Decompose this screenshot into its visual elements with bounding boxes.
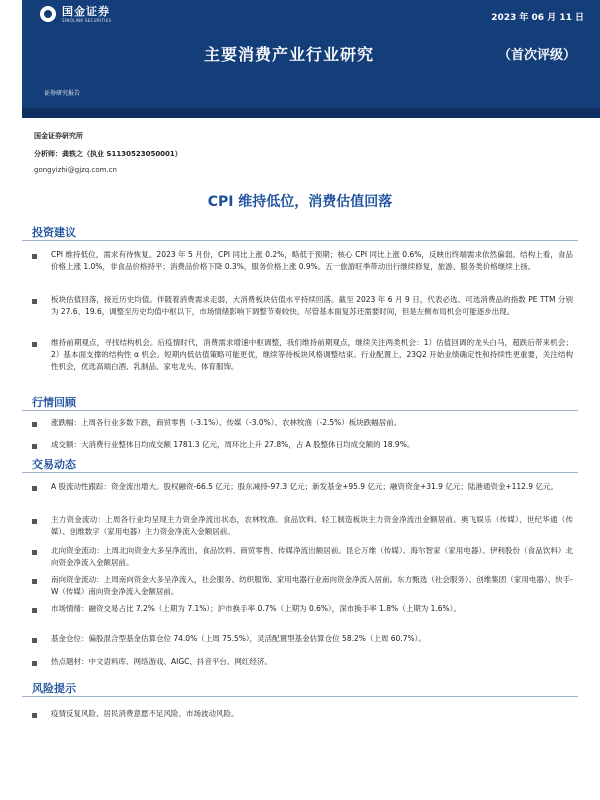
section-title-invest: 投资建议 xyxy=(32,226,76,239)
report-date: 2023 年 06 月 11 日 xyxy=(491,13,584,23)
section-divider xyxy=(22,410,578,411)
bullet-icon xyxy=(32,638,37,643)
paragraph-invest-3: 维持前期观点，寻找结构机会。后疫情时代，消费需求增速中枢调整，我们维持前期观点，继续关注两类机会：1）估值回调的龙头白马，超跌后带来机会；2）基本面支撑的结构性 α 机会。短期内低估值策略可能更优，继续等待板块风格调整结束。行业配置上，23Q2 开始业绩确定性和持续性更重要，关注结构性机会，优选高端白酒、乳制品、家电龙头、体育服饰。 xyxy=(51,338,573,371)
paragraph-invest-1: CPI 维持低位，需求有待恢复。2023 年 5 月份，CPI 同比上涨 0.2%，略低于预期；核心 CPI 同比上涨 0.6%，反映出终端需求依然偏弱。结构上看，食品价格上涨 1.0%，非食品价格持平；消费品价格下降 0.3%，服务价格上涨 0.9%。五一旅游旺季带动出行继续修复，旅游、服务类价格继续上扬。 xyxy=(51,250,573,271)
bullet-icon xyxy=(32,550,37,555)
bullet-icon xyxy=(32,422,37,427)
paragraph-risk-1: 疫情反复风险、居民消费意愿不足风险、市场波动风险。 xyxy=(51,709,239,718)
bullet-icon xyxy=(32,254,37,259)
analyst-info: 分析师：龚轶之（执业 S1130523050001） xyxy=(34,150,182,158)
bullet-icon xyxy=(32,342,37,347)
logo-icon xyxy=(40,6,56,22)
logo-name-en: SINOLINK SECURITIES xyxy=(62,18,112,23)
paragraph-trading-2: 主力资金流动：上周各行业均呈现主力资金净流出状态，农林牧渔、食品饮料、轻工制造板块主力资金净流出金额居前。奥飞娱乐（传媒）、世纪华通（传媒）、创维数字（家用电器）主力资金净流入金额居前。 xyxy=(51,515,573,536)
section-divider xyxy=(22,696,578,697)
paragraph-market-1: 涨跌幅：上周各行业多数下跌，商贸零售（-3.1%）、传媒（-3.0%）、农林牧渔（-2.5%）板块跌幅居前。 xyxy=(51,418,402,427)
bullet-icon xyxy=(32,579,37,584)
paragraph-trading-4: 南向资金流动：上周南向资金大多呈净流入，社会服务、纺织服饰、家用电器行业南向资金净流入居前。东方甄选（社会服务）、创维集团（家用电器）、快手-W（传媒）南向资金净流入金额居前。 xyxy=(51,575,573,596)
paragraph-trading-5: 市场情绪：融资交易占比 7.2%（上期为 7.1%）；沪市换手率 0.7%（上期为 0.6%），深市换手率 1.8%（上期为 1.6%）。 xyxy=(51,604,461,613)
logo-name-cn: 国金证券 xyxy=(62,5,110,18)
bullet-icon xyxy=(32,486,37,491)
report-title: 主要消费产业行业研究 xyxy=(204,45,375,64)
analyst-email[interactable]: gongyizhi@gjzq.com.cn xyxy=(34,166,117,174)
bullet-icon xyxy=(32,713,37,718)
bullet-icon xyxy=(32,519,37,524)
company-logo xyxy=(40,5,111,24)
section-divider xyxy=(22,472,578,473)
bullet-icon xyxy=(32,608,37,613)
bullet-icon xyxy=(32,299,37,304)
report-type: 证券研究报告 xyxy=(44,90,81,97)
section-divider xyxy=(22,240,578,241)
paragraph-trading-7: 热点题材：中文语料库、网络游戏、AIGC、抖音平台、网红经济。 xyxy=(51,657,272,666)
paragraph-trading-6: 基金仓位：偏股混合型基金估算仓位 74.0%（上周 75.5%），灵活配置型基金估算仓位 58.2%（上周 60.7%）。 xyxy=(51,634,426,643)
bullet-icon xyxy=(32,661,37,666)
section-title-trading: 交易动态 xyxy=(32,458,76,471)
rating-label: （首次评级） xyxy=(497,48,576,63)
paragraph-invest-2: 板块估值回落，接近历史均值。伴随着消费需求走弱，大消费板块估值水平持续回落。截至 2023 年 6 月 9 日，代表必选、可选消费品的指数 PE TTM 分别为 27.6、19.6，调整至历史均值中枢以下，市场情绪影响下调整节奏较快。尽管基本面复苏还需要时间，但是左侧布局机会可能逐步出现。 xyxy=(51,295,573,316)
paragraph-market-2: 成交额：大消费行业整体日均成交额 1781.3 亿元，周环比上升 27.8%，占 A 股整体日均成交额的 18.9%。 xyxy=(51,440,415,449)
header-bottom-band xyxy=(22,108,600,118)
institute-name: 国金证券研究所 xyxy=(34,132,83,140)
paragraph-trading-1: A 股流动性跟踪：资金流出增大。股权融资-66.5 亿元；股东减持-97.3 亿元；新发基金+95.9 亿元；融资资金+31.9 亿元；陆港通资金+112.9 亿元。 xyxy=(51,482,558,491)
section-title-risk: 风险提示 xyxy=(32,682,76,695)
section-title-market: 行情回顾 xyxy=(32,396,76,409)
paragraph-trading-3: 北向资金流动：上周北向资金大多呈净流出，食品饮料、商贸零售、传媒净流出额居前。昆仑万维（传媒）、海尔智家（家用电器）、伊利股份（食品饮料）北向资金净流入金额居前。 xyxy=(51,546,573,567)
bullet-icon xyxy=(32,444,37,449)
main-headline: CPI 维持低位，消费估值回落 xyxy=(207,194,393,210)
